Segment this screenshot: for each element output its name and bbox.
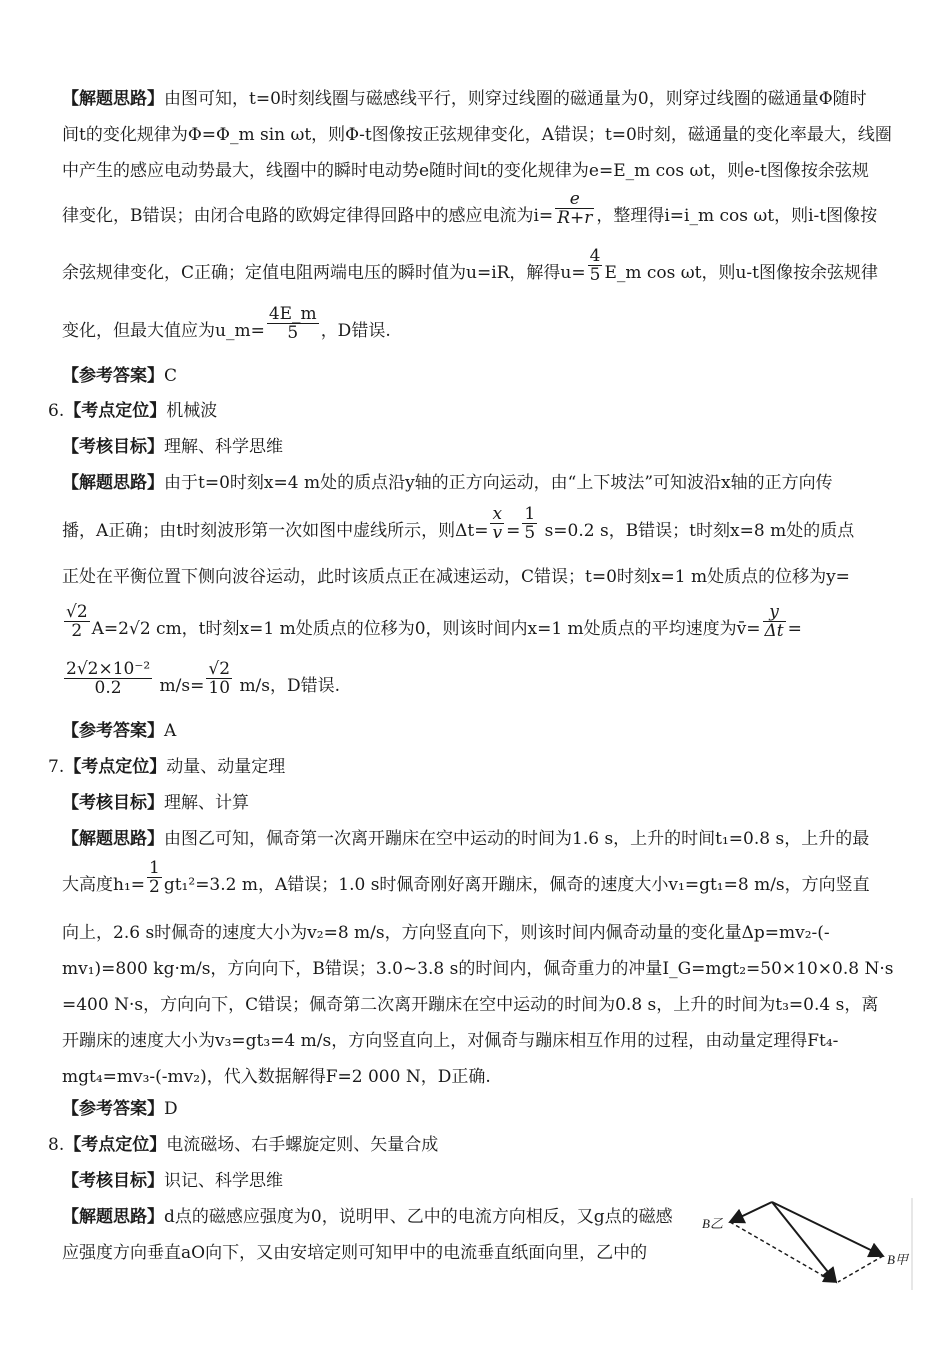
q5-line-3 (62, 160, 869, 182)
label-b-jia: B甲 (887, 1252, 908, 1267)
q7-line-3: 向上，2.6 s时佩奇的速度大小为v₂=8 m/s，方向竖直向下，则该时间内佩奇动量的变化量Δp=mv₂-(- (62, 923, 830, 943)
fraction-e-over-r: $\frac{e}{R+r}$ (557, 189, 593, 228)
q7-line-1: 【解题思路】由图乙可知，佩奇第一次离开蹦床在空中运动的时间为1.6 s，上升的时间t₁=0.8 s，上升的最 (62, 829, 870, 849)
q5-line-2 (62, 124, 892, 146)
dashed-line-left (730, 1222, 834, 1282)
q8-number: 8. (48, 1135, 65, 1155)
q5-answer: 【参考答案】C (62, 366, 178, 386)
q6-line-4: $\frac{√2}{2}$ A=2√2 cm，t时刻x=1 m处质点的位移为0，则该时间内x=1 m处质点的平均速度为v̄= $\frac{y}{\Delta t}$ = (66, 602, 802, 641)
fraction-four-fifths: $\frac{4}{5}$ (589, 246, 601, 285)
q7-line-6: 开蹦床的速度大小为v₃=gt₃=4 m/s，方向竖直向上，对佩奇与蹦床相互作用的过程，由动量定理得Ft₄- (62, 1031, 839, 1051)
q5-text-3: 中产生的感应电动势最大，线圈中的瞬时电动势e随时间t的变化规律为e=E_m cos ωt，则e-t图像按余弦规 (62, 161, 869, 181)
q8-line-1: 【解题思路】d点的磁感应强度为0，说明甲、乙中的电流方向相反，又g点的磁感 (62, 1207, 673, 1227)
q5-text-4a: 律变化，B错误；由闭合电路的欧姆定律得回路中的感应电流为i= (62, 206, 554, 226)
fraction-sqrt2-over-10: $\frac{√2}{10}$ (208, 659, 231, 698)
q7-line-5: =400 N·s，方向向下，C错误；佩奇第二次离开蹦床在空中运动的时间为0.8 s，上升的时间为t₃=0.4 s，离 (62, 995, 879, 1015)
q6-line-1: 【解题思路】由于t=0时刻x=4 m处的质点沿y轴的正方向运动，由“上下坡法”可知波沿x轴的正方向传 (62, 473, 833, 493)
vector-b-yi (730, 1202, 772, 1222)
fraction-big: $\frac{\text{2√2×10⁻²}}{0.2}$ (66, 659, 151, 698)
q5-text-4b: ，整理得i=i_m cos ωt，则i-t图像按 (596, 206, 878, 226)
q6-line-5: $\frac{\text{2√2×10⁻²}}{0.2}$ m/s= $\frac{√2}{10}$ m/s，D错误. (66, 659, 341, 698)
q7-kaodian: 7.【考点定位】动量、动量定理 (48, 757, 286, 777)
q5-text-1: 由图可知，t=0时刻线圈与磁感线平行，则穿过线圈的磁通量为0，则穿过线圈的磁通量Φ随时 (164, 89, 867, 109)
vector-resultant (772, 1202, 836, 1282)
q7-answer: 【参考答案】D (62, 1099, 178, 1119)
q7-line-7: mgt₄=mv₃-(-mv₂)，代入数据解得F=2 000 N，D正确. (62, 1067, 491, 1087)
q6-kaodian: 6.【考点定位】机械波 (48, 401, 218, 421)
label-b-yi: B乙 (702, 1216, 723, 1231)
q8-mubiao: 【考核目标】识记、科学思维 (62, 1171, 283, 1191)
q5-answer-value: C (164, 366, 178, 386)
q5-text-5b: E_m cos ωt，则u-t图像按余弦规律 (604, 263, 879, 283)
q6-line-3: 正处在平衡位置下侧向波谷运动，此时该质点正在减速运动，C错误；t=0时刻x=1 m处质点的位移为y= (62, 567, 850, 587)
vector-b-jia (772, 1202, 883, 1256)
q5-text-2: 间t的变化规律为Φ=Φ_m sin ωt，则Φ-t图像按正弦规律变化，A错误；t=0时刻，磁通量的变化率最大，线圈 (62, 125, 892, 145)
q7-number: 7. (48, 757, 65, 777)
q6-answer: 【参考答案】A (62, 721, 177, 741)
q5-line-6 (62, 304, 391, 343)
q8-line-2: 应强度方向垂直aO向下，又由安培定则可知甲中的电流垂直纸面向里，乙中的 (62, 1243, 648, 1263)
q8-kaodian: 8.【考点定位】电流磁场、右手螺旋定则、矢量合成 (48, 1135, 439, 1155)
q7-mubiao: 【考核目标】理解、计算 (62, 793, 249, 813)
q6-line-2: 播，A正确；由t时刻波形第一次如图中虚线所示，则Δt= $\frac{x}{v}$ = $\frac{1}{5}$ s=0.2 s，B错误；t时刻x=8 m处的质点 (62, 504, 855, 543)
fraction-one-fifth: $\frac{1}{5}$ (524, 504, 536, 543)
q7-line-4: mv₁)=800 kg·m/s，方向向下，B错误；3.0~3.8 s的时间内，佩奇重力的冲量I_G=mgt₂=50×10×0.8 N·s (62, 959, 894, 979)
q6-mubiao: 【考核目标】理解、科学思维 (62, 437, 283, 457)
q5-line-5 (62, 246, 879, 285)
q5-text-5a: 余弦规律变化，C正确；定值电阻两端电压的瞬时值为u=iR，解得u= (62, 263, 586, 283)
dashed-line-right (838, 1256, 883, 1282)
fraction-sqrt2-over-2: $\frac{√2}{2}$ (66, 602, 88, 641)
q5-text-6b: ，D错误. (320, 321, 391, 341)
q7-line-2: 大高度h₁= $\frac{1}{2}$ gt₁²=3.2 m，A错误；1.0 s时佩奇刚好离开蹦床，佩奇的速度大小v₁=gt₁=8 m/s，方向竖直 (62, 858, 870, 897)
fraction-one-half: $\frac{1}{2}$ (149, 858, 160, 897)
vector-figure (700, 1198, 915, 1290)
fraction-x-over-v: $\frac{x}{v}$ (492, 504, 503, 543)
q6-number: 6. (48, 401, 65, 421)
q5-line-1 (62, 88, 867, 110)
q5-line-4 (62, 189, 878, 228)
q5-text-6a: 变化，但最大值应为u_m= (62, 321, 265, 341)
fraction-4em-over-5: $\frac{4E\_m}{5}$ (268, 304, 317, 343)
fraction-y-over-dt: $\frac{y}{\Delta t}$ (764, 602, 784, 641)
label-jieti: 【解题思路】 (62, 89, 164, 109)
